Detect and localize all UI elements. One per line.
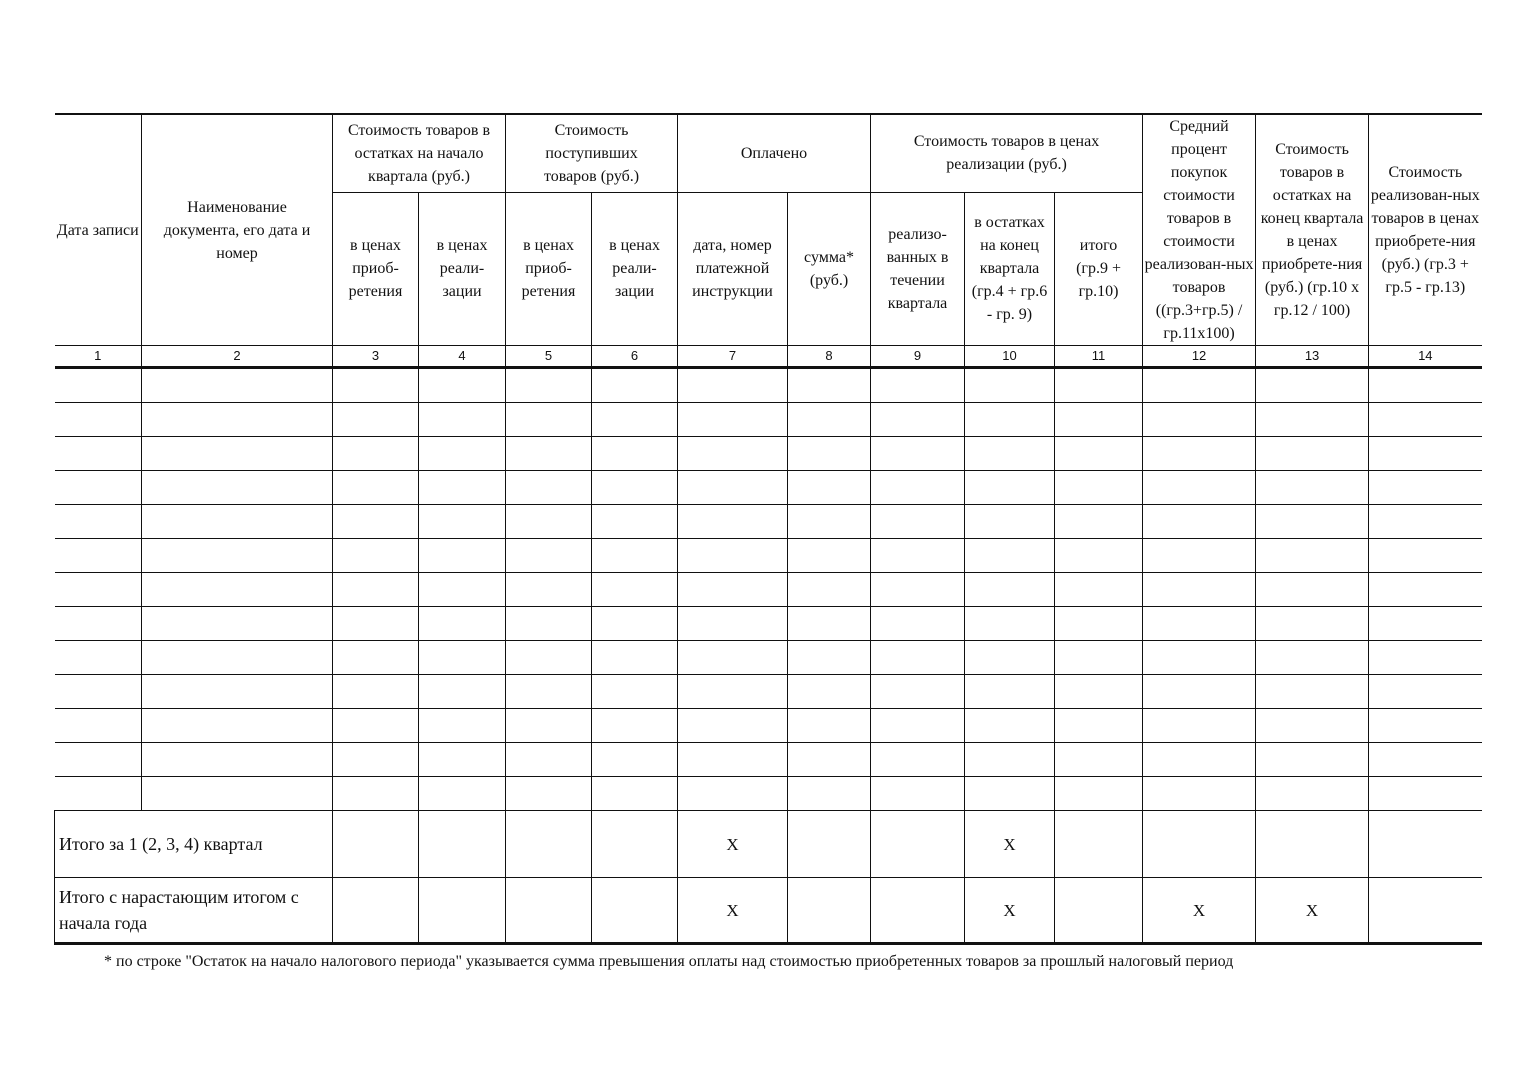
table-cell[interactable] xyxy=(871,709,965,743)
table-cell[interactable] xyxy=(592,675,678,709)
table-cell[interactable] xyxy=(965,368,1055,403)
table-cell[interactable] xyxy=(788,437,871,471)
table-cell[interactable] xyxy=(678,709,788,743)
table-cell[interactable] xyxy=(871,539,965,573)
table-cell[interactable] xyxy=(506,675,592,709)
table-cell[interactable] xyxy=(592,811,678,878)
table-cell[interactable] xyxy=(788,471,871,505)
table-cell[interactable] xyxy=(1143,505,1256,539)
column-number: 12 xyxy=(1143,346,1256,368)
table-cell[interactable] xyxy=(506,471,592,505)
table-cell[interactable] xyxy=(1369,777,1482,811)
table-cell[interactable] xyxy=(1369,573,1482,607)
table-cell[interactable] xyxy=(419,709,506,743)
table-cell[interactable] xyxy=(788,368,871,403)
table-cell[interactable] xyxy=(55,539,142,573)
column-number: 13 xyxy=(1256,346,1369,368)
table-cell[interactable] xyxy=(55,743,142,777)
table-cell[interactable] xyxy=(1256,641,1369,675)
table-cell[interactable] xyxy=(1055,641,1143,675)
table-cell[interactable] xyxy=(678,573,788,607)
table-cell[interactable] xyxy=(592,539,678,573)
table-cell[interactable] xyxy=(142,641,333,675)
table-cell[interactable] xyxy=(1369,368,1482,403)
table-cell[interactable] xyxy=(506,709,592,743)
table-cell[interactable] xyxy=(965,743,1055,777)
table-cell[interactable] xyxy=(142,675,333,709)
table-cell[interactable] xyxy=(1055,878,1143,944)
column-number: 9 xyxy=(871,346,965,368)
table-cell[interactable] xyxy=(55,437,142,471)
column-number: 7 xyxy=(678,346,788,368)
header-group-opening-stock: Стоимость товаров в остатках на начало квартала (руб.) xyxy=(333,114,506,192)
table-cell[interactable] xyxy=(788,811,871,878)
column-number: 1 xyxy=(55,346,142,368)
table-row xyxy=(55,607,1482,641)
table-cell[interactable] xyxy=(1055,709,1143,743)
table-cell[interactable] xyxy=(419,368,506,403)
table-cell[interactable] xyxy=(965,777,1055,811)
table-cell[interactable] xyxy=(142,505,333,539)
table-cell[interactable] xyxy=(871,675,965,709)
table-cell[interactable] xyxy=(142,368,333,403)
header-date: Дата записи xyxy=(55,114,142,346)
table-cell[interactable] xyxy=(1369,878,1482,944)
table-cell[interactable] xyxy=(1055,607,1143,641)
table-cell[interactable] xyxy=(1256,607,1369,641)
table-cell[interactable] xyxy=(419,675,506,709)
table-row xyxy=(55,675,1482,709)
table-cell[interactable] xyxy=(1256,471,1369,505)
table-cell[interactable] xyxy=(333,539,419,573)
table-cell[interactable] xyxy=(142,709,333,743)
table-cell[interactable] xyxy=(142,437,333,471)
table-cell[interactable] xyxy=(788,777,871,811)
header-sold-in-quarter: реализо-ванных в течении квартала xyxy=(871,192,965,345)
table-cell[interactable] xyxy=(1369,709,1482,743)
table-cell[interactable] xyxy=(788,675,871,709)
table-cell[interactable] xyxy=(333,641,419,675)
table-cell[interactable] xyxy=(333,437,419,471)
table-cell[interactable] xyxy=(871,471,965,505)
table-cell[interactable] xyxy=(1256,403,1369,437)
not-applicable-mark: X xyxy=(965,811,1055,878)
table-cell[interactable] xyxy=(1143,675,1256,709)
table-cell[interactable] xyxy=(788,709,871,743)
table-cell[interactable] xyxy=(678,437,788,471)
table-cell[interactable] xyxy=(333,709,419,743)
table-cell[interactable] xyxy=(678,505,788,539)
table-cell[interactable] xyxy=(592,505,678,539)
table-row xyxy=(55,743,1482,777)
table-cell[interactable] xyxy=(965,403,1055,437)
table-cell[interactable] xyxy=(1055,539,1143,573)
table-cell[interactable] xyxy=(55,709,142,743)
table-cell[interactable] xyxy=(678,641,788,675)
column-number: 11 xyxy=(1055,346,1143,368)
column-number: 3 xyxy=(333,346,419,368)
table-cell[interactable] xyxy=(1143,573,1256,607)
table-cell[interactable] xyxy=(678,471,788,505)
table-cell[interactable] xyxy=(419,607,506,641)
table-cell[interactable] xyxy=(1143,743,1256,777)
table-cell[interactable] xyxy=(1369,641,1482,675)
table-cell[interactable] xyxy=(506,573,592,607)
table-cell[interactable] xyxy=(788,505,871,539)
column-number: 2 xyxy=(142,346,333,368)
column-number: 6 xyxy=(592,346,678,368)
table-cell[interactable] xyxy=(1055,675,1143,709)
table-cell[interactable] xyxy=(506,743,592,777)
table-cell[interactable] xyxy=(333,471,419,505)
table-cell[interactable] xyxy=(506,811,592,878)
table-cell[interactable] xyxy=(871,368,965,403)
table-cell[interactable] xyxy=(333,743,419,777)
table-cell[interactable] xyxy=(1143,403,1256,437)
table-cell[interactable] xyxy=(1143,607,1256,641)
table-cell[interactable] xyxy=(55,505,142,539)
table-cell[interactable] xyxy=(592,709,678,743)
table-cell[interactable] xyxy=(333,607,419,641)
quarter-total-label: Итого за 1 (2, 3, 4) квартал xyxy=(55,811,333,878)
table-cell[interactable] xyxy=(333,505,419,539)
table-cell[interactable] xyxy=(55,675,142,709)
table-cell[interactable] xyxy=(333,368,419,403)
table-cell[interactable] xyxy=(871,811,965,878)
table-row xyxy=(55,573,1482,607)
table-cell[interactable] xyxy=(678,743,788,777)
table-cell[interactable] xyxy=(55,368,142,403)
table-cell[interactable] xyxy=(1143,471,1256,505)
header-closing-stock: в остатках на конец квартала (гр.4 + гр.6 - гр. 9) xyxy=(965,192,1055,345)
column-number-row xyxy=(55,346,1482,368)
table-cell[interactable] xyxy=(871,403,965,437)
table-cell[interactable] xyxy=(419,471,506,505)
table-cell[interactable] xyxy=(788,607,871,641)
table-cell[interactable] xyxy=(965,505,1055,539)
table-cell[interactable] xyxy=(965,641,1055,675)
table-row xyxy=(55,709,1482,743)
table-cell[interactable] xyxy=(871,878,965,944)
table-cell[interactable] xyxy=(55,641,142,675)
table-cell[interactable] xyxy=(788,403,871,437)
table-row xyxy=(55,368,1482,403)
table-cell[interactable] xyxy=(592,368,678,403)
table-cell[interactable] xyxy=(1143,709,1256,743)
table-cell[interactable] xyxy=(55,573,142,607)
table-cell[interactable] xyxy=(419,539,506,573)
table-cell[interactable] xyxy=(1256,709,1369,743)
table-cell[interactable] xyxy=(142,539,333,573)
table-cell[interactable] xyxy=(678,777,788,811)
header-avg-percent: Средний процент покупок стоимости товаров в стоимости реализован-ных товаров ((гр.3+гр.5) /гр.11х100) xyxy=(1143,114,1256,346)
table-cell[interactable] xyxy=(788,878,871,944)
table-cell[interactable] xyxy=(142,607,333,641)
table-row xyxy=(55,505,1482,539)
table-cell[interactable] xyxy=(965,471,1055,505)
column-number: 5 xyxy=(506,346,592,368)
table-cell[interactable] xyxy=(333,675,419,709)
table-cell[interactable] xyxy=(506,539,592,573)
table-cell[interactable] xyxy=(142,573,333,607)
table-cell[interactable] xyxy=(965,437,1055,471)
table-cell[interactable] xyxy=(142,743,333,777)
table-cell[interactable] xyxy=(1369,743,1482,777)
table-cell[interactable] xyxy=(506,641,592,675)
table-cell[interactable] xyxy=(419,878,506,944)
column-number: 4 xyxy=(419,346,506,368)
table-cell[interactable] xyxy=(506,368,592,403)
ledger-table xyxy=(54,113,1482,945)
table-cell[interactable] xyxy=(871,573,965,607)
table-cell[interactable] xyxy=(506,777,592,811)
table-cell[interactable] xyxy=(1256,539,1369,573)
table-cell[interactable] xyxy=(55,607,142,641)
year-total-row xyxy=(55,878,1482,944)
table-cell[interactable] xyxy=(419,505,506,539)
table-cell[interactable] xyxy=(419,437,506,471)
table-cell[interactable] xyxy=(419,811,506,878)
table-cell[interactable] xyxy=(506,505,592,539)
table-cell[interactable] xyxy=(592,777,678,811)
header-received-purchase: в ценах приоб-ретения xyxy=(506,192,592,345)
ledger-sheet xyxy=(54,113,1481,945)
header-group-received: Стоимость поступивших товаров (руб.) xyxy=(506,114,678,192)
table-cell[interactable] xyxy=(1143,777,1256,811)
column-number: 14 xyxy=(1369,346,1482,368)
table-cell[interactable] xyxy=(1256,368,1369,403)
table-cell[interactable] xyxy=(1055,437,1143,471)
header-document: Наименование документа, его дата и номер xyxy=(142,114,333,346)
table-cell[interactable] xyxy=(965,709,1055,743)
table-cell[interactable] xyxy=(1143,368,1256,403)
quarter-total-row xyxy=(55,811,1482,878)
header-payment-instruction: дата, номер платежной инструкции xyxy=(678,192,788,345)
table-cell[interactable] xyxy=(1256,777,1369,811)
table-cell[interactable] xyxy=(1055,811,1143,878)
table-cell[interactable] xyxy=(965,539,1055,573)
not-applicable-mark: X xyxy=(1256,878,1369,944)
table-cell[interactable] xyxy=(871,607,965,641)
not-applicable-mark: X xyxy=(965,878,1055,944)
table-cell[interactable] xyxy=(1369,539,1482,573)
table-cell[interactable] xyxy=(55,471,142,505)
table-cell[interactable] xyxy=(1055,777,1143,811)
header-total: итого (гр.9 + гр.10) xyxy=(1055,192,1143,345)
not-applicable-mark: X xyxy=(678,811,788,878)
footnote: * по строке "Остаток на начало налогового периода" указывается сумма превышения оплаты над стоимостью приобретенных товаров за прошлый налоговый период xyxy=(104,953,1234,970)
table-cell[interactable] xyxy=(1369,403,1482,437)
table-cell[interactable] xyxy=(55,403,142,437)
table-cell[interactable] xyxy=(333,403,419,437)
table-cell[interactable] xyxy=(142,777,333,811)
table-cell[interactable] xyxy=(965,675,1055,709)
table-cell[interactable] xyxy=(1369,505,1482,539)
not-applicable-mark: X xyxy=(1143,878,1256,944)
header-group-sale-prices: Стоимость товаров в ценах реализации (руб.) xyxy=(871,114,1143,192)
header-sold-goods-cost: Стоимость реализован-ных товаров в ценах приобрете-ния (руб.) (гр.3 + гр.5 - гр.13) xyxy=(1369,114,1482,346)
table-cell[interactable] xyxy=(1369,471,1482,505)
table-cell[interactable] xyxy=(871,743,965,777)
table-cell[interactable] xyxy=(1256,743,1369,777)
table-cell[interactable] xyxy=(142,471,333,505)
table-cell[interactable] xyxy=(1055,573,1143,607)
table-cell[interactable] xyxy=(506,403,592,437)
table-cell[interactable] xyxy=(419,641,506,675)
table-cell[interactable] xyxy=(965,607,1055,641)
table-cell[interactable] xyxy=(678,403,788,437)
table-cell[interactable] xyxy=(1055,368,1143,403)
table-cell[interactable] xyxy=(1055,471,1143,505)
table-cell[interactable] xyxy=(592,471,678,505)
header-payment-amount: сумма* (руб.) xyxy=(788,192,871,345)
table-cell[interactable] xyxy=(1143,641,1256,675)
table-cell[interactable] xyxy=(1256,675,1369,709)
table-row xyxy=(55,539,1482,573)
table-cell[interactable] xyxy=(1256,437,1369,471)
table-cell[interactable] xyxy=(592,437,678,471)
table-cell[interactable] xyxy=(592,403,678,437)
table-row xyxy=(55,777,1482,811)
table-cell[interactable] xyxy=(871,505,965,539)
table-cell[interactable] xyxy=(333,777,419,811)
table-cell[interactable] xyxy=(142,403,333,437)
table-cell[interactable] xyxy=(1256,811,1369,878)
column-number: 10 xyxy=(965,346,1055,368)
table-cell[interactable] xyxy=(1055,403,1143,437)
table-cell[interactable] xyxy=(678,539,788,573)
table-row xyxy=(55,403,1482,437)
table-cell[interactable] xyxy=(1369,675,1482,709)
table-cell[interactable] xyxy=(419,743,506,777)
table-row xyxy=(55,437,1482,471)
table-cell[interactable] xyxy=(678,675,788,709)
table-cell[interactable] xyxy=(678,607,788,641)
table-cell[interactable] xyxy=(871,777,965,811)
table-cell[interactable] xyxy=(1143,437,1256,471)
table-cell[interactable] xyxy=(871,641,965,675)
table-cell[interactable] xyxy=(592,878,678,944)
table-cell[interactable] xyxy=(592,641,678,675)
header-group-paid: Оплачено xyxy=(678,114,871,192)
table-cell[interactable] xyxy=(1143,811,1256,878)
table-cell[interactable] xyxy=(592,743,678,777)
header-received-sale: в ценах реали-зации xyxy=(592,192,678,345)
table-cell[interactable] xyxy=(506,878,592,944)
header-opening-purchase: в ценах приоб-ретения xyxy=(333,192,419,345)
header-opening-sale: в ценах реали-зации xyxy=(419,192,506,345)
table-cell[interactable] xyxy=(419,573,506,607)
table-cell[interactable] xyxy=(788,641,871,675)
table-cell[interactable] xyxy=(1369,607,1482,641)
table-cell[interactable] xyxy=(506,607,592,641)
table-cell[interactable] xyxy=(1143,539,1256,573)
table-cell[interactable] xyxy=(1256,573,1369,607)
table-cell[interactable] xyxy=(333,811,419,878)
table-cell[interactable] xyxy=(788,573,871,607)
header-closing-stock-cost: Стоимость товаров в остатках на конец квартала в ценах приобрете-ния (руб.) (гр.10 х гр.12 / 100) xyxy=(1256,114,1369,346)
table-cell[interactable] xyxy=(788,743,871,777)
table-cell[interactable] xyxy=(419,777,506,811)
table-cell[interactable] xyxy=(1055,505,1143,539)
year-total-label: Итого с нарастающим итогом с начала года xyxy=(55,878,333,944)
table-row xyxy=(55,641,1482,675)
table-cell[interactable] xyxy=(788,539,871,573)
table-cell[interactable] xyxy=(1055,743,1143,777)
table-cell[interactable] xyxy=(871,437,965,471)
table-cell[interactable] xyxy=(55,777,142,811)
table-cell[interactable] xyxy=(965,573,1055,607)
table-cell[interactable] xyxy=(678,368,788,403)
table-cell[interactable] xyxy=(1256,505,1369,539)
table-cell[interactable] xyxy=(506,437,592,471)
table-row xyxy=(55,471,1482,505)
table-cell[interactable] xyxy=(1369,437,1482,471)
not-applicable-mark: X xyxy=(678,878,788,944)
table-cell[interactable] xyxy=(333,573,419,607)
table-cell[interactable] xyxy=(592,607,678,641)
column-number: 8 xyxy=(788,346,871,368)
table-cell[interactable] xyxy=(592,573,678,607)
table-cell[interactable] xyxy=(419,403,506,437)
table-cell[interactable] xyxy=(1369,811,1482,878)
table-cell[interactable] xyxy=(333,878,419,944)
